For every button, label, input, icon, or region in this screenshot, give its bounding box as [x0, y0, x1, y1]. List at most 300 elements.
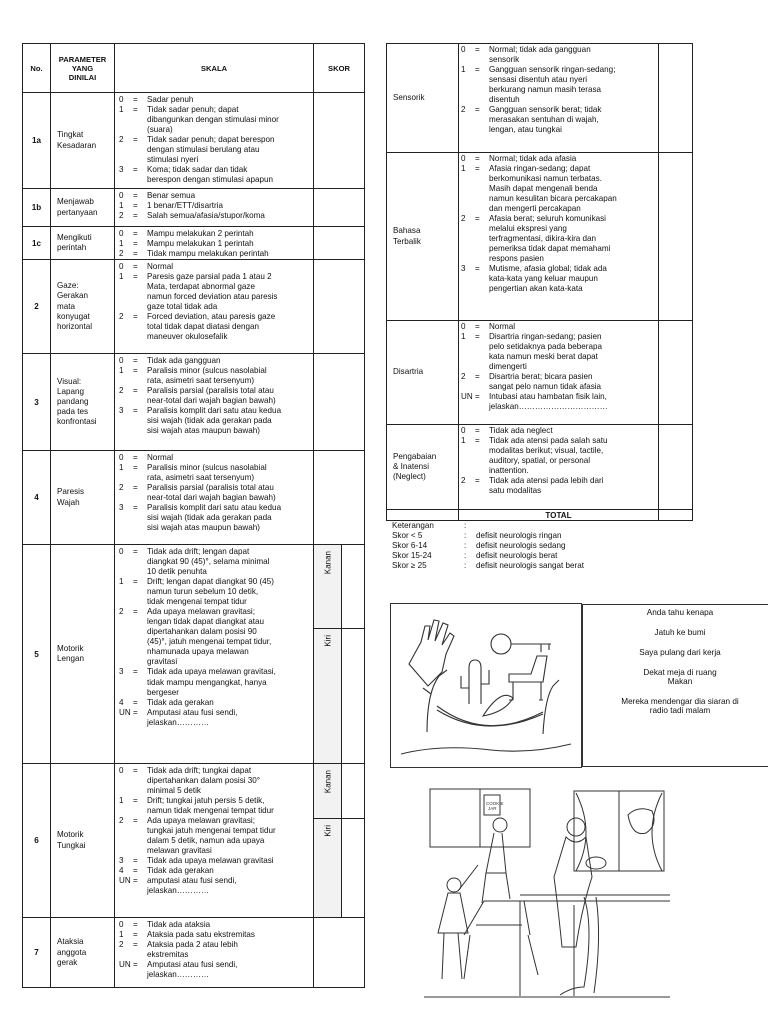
parameter-label: Mengikuti perintah: [51, 227, 115, 260]
scale-code: 1: [119, 463, 124, 473]
woman-figure: [567, 818, 585, 836]
scale-code: 2: [119, 312, 124, 322]
scale-option: [119, 386, 313, 406]
cookie-jar-label: COOKIE JAR: [486, 801, 504, 811]
equals-sign: =: [475, 322, 480, 331]
scale-description: Tidak ada drift; tungkai dapat dipertahankan dalam posisi 30° minimal 5 detik: [147, 766, 261, 796]
scale-option: [461, 332, 658, 372]
table-row: [387, 153, 693, 321]
scale-description: Paralisis minor (sulcus nasolabial rata, asimetri saat tersenyum): [147, 463, 267, 483]
scale-cell: [459, 321, 659, 425]
scale-code: 1: [461, 65, 466, 75]
row-number: 4: [23, 451, 51, 545]
scale-code: 2: [119, 135, 124, 145]
row-number: 1b: [23, 189, 51, 227]
equals-sign: =: [133, 272, 138, 282]
scale-code: 4: [119, 697, 124, 707]
scale-option: [119, 135, 313, 165]
scale-code: 0: [461, 426, 466, 435]
header-no: No.: [23, 44, 51, 93]
side-kiri: [314, 819, 341, 917]
side-label: Kiri: [323, 825, 332, 837]
scale-description: Mampu melakukan 1 perintah: [147, 239, 254, 249]
cookie-theft-picture: [424, 785, 670, 1000]
scale-code: 1: [119, 796, 124, 806]
scale-option: [119, 463, 313, 483]
scale-code: 0: [119, 191, 124, 200]
score-input-cell[interactable]: [314, 918, 365, 988]
equals-sign: =: [475, 426, 480, 435]
legend-row: Skor ≥ 25 : defisit neurologis sangat berat: [392, 561, 692, 571]
row-number: 5: [23, 545, 51, 764]
legend-row: Skor 15-24 : defisit neurologis berat: [392, 551, 692, 561]
scale-code: 2: [461, 105, 466, 115]
parameter-label: Tingkat Kesadaran: [51, 93, 115, 189]
scale-option: [119, 940, 313, 960]
legend-row: Skor 6-14 : defisit neurologis sedang: [392, 541, 692, 551]
table-row: [23, 354, 365, 451]
parameter-label: Motorik Lengan: [51, 545, 115, 764]
scale-code: 3: [119, 667, 124, 677]
reading-sentence: Mereka mendengar dia siaran di radio tadi malam: [621, 697, 739, 715]
scale-description: Tidak ada gerakan: [147, 866, 214, 876]
equals-sign: =: [133, 229, 138, 238]
scale-description: Tidak sadar penuh; dapat dibangunkan dengan stimulasi minor (suara): [147, 105, 279, 135]
equals-sign: =: [133, 856, 138, 866]
equals-sign: =: [133, 483, 138, 493]
scale-description: Koma; tidak sadar dan tidak berespon dengan stimulasi apapun: [147, 165, 273, 185]
legend-score: Skor < 5: [392, 531, 423, 541]
scale-code: 0: [119, 95, 124, 104]
scale-code: 3: [119, 406, 124, 416]
scale-description: Paralisis parsial (paralisis total atau near-total dari wajah bagian bawah): [147, 483, 276, 503]
scale-cell: [459, 425, 659, 510]
equals-sign: =: [133, 503, 138, 513]
scale-option: [119, 262, 313, 272]
scale-option: [119, 356, 313, 366]
score-input-cell[interactable]: [314, 227, 365, 260]
scale-code: 3: [461, 264, 466, 274]
parameter-label: Paresis Wajah: [51, 451, 115, 545]
scale-option: [119, 920, 313, 930]
scale-code: 1: [461, 164, 466, 174]
scale-option: [461, 476, 658, 496]
scale-option: [461, 372, 658, 392]
total-score-cell[interactable]: [659, 510, 693, 521]
table-row: [23, 260, 365, 354]
row-number: 6: [23, 764, 51, 918]
scale-description: amputasi atau fusi sendi, jelaskan…………: [147, 876, 237, 896]
scale-option: [119, 960, 313, 980]
equals-sign: =: [133, 930, 138, 940]
scale-cell: [459, 153, 659, 321]
scale-code: 2: [119, 386, 124, 396]
table-row: [23, 545, 365, 764]
parameter-label: Visual: Lapang pandang pada tes konfrontasi: [51, 354, 115, 451]
side-split-cell: [314, 545, 342, 764]
score-input-cell[interactable]: [314, 189, 365, 227]
equals-sign: =: [133, 766, 138, 776]
scale-option: [119, 406, 313, 436]
scale-description: Salah semua/afasia/stupor/koma: [147, 211, 265, 221]
nihss-table-left: [22, 43, 365, 988]
scale-code: 0: [119, 547, 124, 557]
scale-description: Drift; tungkai jatuh persis 5 detik, namun tidak mengenai tempat tidur: [147, 796, 274, 816]
scale-code: 0: [461, 154, 466, 163]
scale-option: [461, 436, 658, 476]
scale-option: [119, 667, 313, 697]
equals-sign: =: [133, 607, 138, 617]
scale-option: [119, 366, 313, 386]
reading-sentence: Dekat meja di ruang Makan: [643, 668, 717, 686]
scale-description: Intubasi atau hambatan fisik lain, jelaskan……………………………: [489, 392, 608, 412]
scale-description: Gangguan sensorik berat; tidak merasakan sentuhan di wajah, lengan, atau tungkai: [489, 105, 602, 135]
scale-option: [119, 201, 313, 211]
scale-code: 0: [461, 45, 466, 54]
equals-sign: =: [133, 940, 138, 950]
scale-option: [119, 698, 313, 708]
object-naming-picture: [390, 603, 582, 768]
equals-sign: =: [133, 211, 138, 221]
legend-row: Skor < 5 : defisit neurologis ringan: [392, 531, 692, 541]
side-kanan: [314, 764, 341, 819]
scale-description: Tidak ada gangguan: [147, 356, 221, 366]
parameter-label: Disartria: [387, 321, 459, 425]
equals-sign: =: [475, 372, 480, 382]
parameter-label: Sensorik: [387, 44, 459, 153]
scale-option: [119, 229, 313, 239]
table-row: [23, 451, 365, 545]
equals-sign: =: [133, 876, 138, 886]
score-input-cell[interactable]: [659, 425, 693, 510]
reading-sentence: Jatuh ke bumi: [654, 628, 706, 637]
scale-option: [119, 856, 313, 866]
scale-description: Disartria berat; bicara pasien sangat pelo namun tidak afasia: [489, 372, 602, 392]
score-input-cell[interactable]: [314, 451, 365, 545]
scale-option: [119, 249, 313, 259]
objects-illustration: [391, 604, 581, 767]
score-input-cell[interactable]: [314, 93, 365, 189]
scale-cell: [115, 545, 314, 764]
scale-code: 1: [461, 436, 466, 446]
equals-sign: =: [133, 796, 138, 806]
legend-score: Skor ≥ 25: [392, 561, 427, 571]
legend-score: Skor 6-14: [392, 541, 428, 551]
equals-sign: =: [133, 105, 138, 115]
score-input-cell[interactable]: [659, 44, 693, 153]
scale-option: [119, 816, 313, 856]
scale-description: Normal; tidak ada gangguan sensorik: [489, 45, 591, 65]
row-number: 1a: [23, 93, 51, 189]
table-row: [387, 425, 693, 510]
scale-option: [461, 426, 658, 436]
equals-sign: =: [133, 165, 138, 175]
parameter-label: Gaze: Gerakan mata konyugat horizontal: [51, 260, 115, 354]
scale-option: [119, 105, 313, 135]
scale-option: [119, 577, 313, 607]
scale-option: [461, 164, 658, 214]
equals-sign: =: [133, 95, 138, 104]
scale-code: 0: [119, 920, 124, 930]
scale-description: Tidak ada atensi pada salah satu modalitas berikut; visual, tactile, auditory, spatial, or personal inattention.: [489, 436, 608, 476]
scale-description: Paralisis komplit dari satu atau kedua sisi wajah (tidak ada gerakan pada sisi wajah atas maupun bawah): [147, 406, 282, 436]
scale-code: 2: [119, 249, 124, 259]
scale-code: 2: [461, 214, 466, 224]
scale-description: Normal: [147, 262, 174, 272]
legend-score: Skor 15-24: [392, 551, 432, 561]
scale-cell: [459, 44, 659, 153]
equals-sign: =: [133, 920, 138, 930]
score-input-cell[interactable]: [342, 545, 365, 764]
equals-sign: =: [133, 547, 138, 557]
equals-sign: =: [475, 45, 480, 54]
equals-sign: =: [133, 816, 138, 826]
side-kiri: [314, 629, 341, 763]
scale-description: Tidak ada gerakan: [147, 697, 214, 707]
equals-sign: =: [475, 154, 480, 163]
header-skor: SKOR: [314, 44, 365, 93]
scale-cell: [115, 918, 314, 988]
table-row: [387, 44, 693, 153]
parameter-label: Menjawab pertanyaan: [51, 189, 115, 227]
scale-description: Tidak ada drift; lengan dapat diangkat 90 (45)°, selama minimal 10 detik penuhta: [147, 547, 270, 577]
equals-sign: =: [475, 392, 480, 402]
equals-sign: =: [133, 201, 138, 211]
scale-cell: [115, 260, 314, 354]
scale-description: Ada upaya melawan gravitasi; lengan tidak dapat diangkat atau dipertahankan dalam posisi 90 (45)°, jatuh mengenai tempat tidur, nhamunada upaya melawan gravitasi: [147, 607, 272, 667]
scale-code: 0: [119, 356, 124, 366]
scale-description: Normal: [489, 322, 516, 331]
scale-description: Benar semua: [147, 191, 196, 200]
scale-option: [119, 312, 313, 342]
scale-cell: [115, 93, 314, 189]
scale-description: Disartria ringan-sedang; pasien pelo setidaknya pada beberapa kata namun meski berat dapat dimengerti: [489, 332, 602, 372]
equals-sign: =: [475, 164, 480, 174]
parameter-label: Motorik Tungkai: [51, 764, 115, 918]
scale-cell: [115, 354, 314, 451]
scale-code: 2: [119, 483, 124, 493]
scale-option: [119, 503, 313, 533]
scale-description: Gangguan sensorik ringan-sedang; sensasi disentuh atau nyeri berkurang namun masih terasa disentuh: [489, 65, 616, 105]
scale-code: 2: [119, 940, 124, 950]
scale-code: 2: [461, 476, 466, 486]
parameter-label: Pengabaian & Inatensi (Neglect): [387, 425, 459, 510]
boy-figure: [493, 818, 507, 832]
keterangan-legend: Keterangan : Skor < 5 : defisit neurologis ringan Skor 6-14 : defisit neurologis sedang Skor 15-24 : defisit neurologis berat Skor ≥ 25 : defisit neurologis sangat berat: [392, 521, 692, 572]
scale-option: [461, 392, 658, 412]
scale-option: [119, 796, 313, 816]
scale-code: 0: [119, 262, 124, 272]
scale-description: Paralisis parsial (paralisis total atau near-total dari wajah bagian bawah): [147, 386, 276, 406]
equals-sign: =: [133, 577, 138, 587]
scale-description: Tidak ada upaya melawan gravitasi, tidak mampu mengangkat, hanya bergeser: [147, 667, 276, 697]
scale-option: [119, 930, 313, 940]
table-row: [23, 93, 365, 189]
equals-sign: =: [133, 356, 138, 366]
scale-option: [461, 105, 658, 135]
scale-option: [461, 214, 658, 264]
glove-icon: [409, 620, 454, 686]
scale-option: [119, 483, 313, 503]
scale-option: [119, 607, 313, 667]
table-row: [23, 227, 365, 260]
scale-code: 1: [119, 366, 124, 376]
side-label: Kiri: [323, 635, 332, 647]
scale-description: Drift; lengan dapat diangkat 90 (45) namun turun sebelum 10 detik, tidak mengenai tempat tidur: [147, 577, 274, 607]
score-input-cell[interactable]: [659, 321, 693, 425]
legend-meaning: defisit neurologis berat: [476, 551, 558, 561]
scale-description: Sadar penuh: [147, 95, 194, 104]
scale-description: Tidak ada atensi pada lebih dari satu modalitas: [489, 476, 604, 496]
header-skala: SKALA: [115, 44, 314, 93]
equals-sign: =: [133, 667, 138, 677]
scale-option: [119, 766, 313, 796]
score-input-cell[interactable]: [342, 764, 365, 918]
scale-option: [461, 65, 658, 105]
scale-description: Ataksia pada satu ekstremitas: [147, 930, 255, 940]
scale-code: 2: [461, 372, 466, 382]
header-parameter: PARAMETER YANG DINILAI: [51, 44, 115, 93]
scale-description: Ada upaya melawan gravitasi; tungkai jatuh mengenai tempat tidur dalam 5 detik, namun ada upaya melawan gravitasi: [147, 816, 276, 856]
equals-sign: =: [475, 214, 480, 224]
equals-sign: =: [133, 262, 138, 272]
scale-option: [119, 708, 313, 728]
scale-cell: [115, 451, 314, 545]
equals-sign: =: [475, 65, 480, 75]
reading-sentence: Anda tahu kenapa: [646, 608, 714, 617]
equals-sign: =: [133, 406, 138, 416]
equals-sign: =: [133, 960, 138, 970]
legend-meaning: defisit neurologis sedang: [476, 541, 566, 551]
row-number: 7: [23, 918, 51, 988]
table-row: [387, 321, 693, 425]
scale-option: [119, 239, 313, 249]
scale-code: 1: [119, 272, 124, 282]
equals-sign: =: [133, 312, 138, 322]
scale-cell: [115, 227, 314, 260]
table-row: [23, 189, 365, 227]
scale-description: Afasia ringan-sedang; dapat berkomunikasi namun terbatas. Masih dapat mengenali benda namun kesulitan bicara percakapan dan mengerti percakapan: [489, 164, 617, 214]
parameter-label: Ataksia anggota gerak: [51, 918, 115, 988]
scale-code: UN: [119, 876, 131, 886]
equals-sign: =: [475, 436, 480, 446]
scale-cell: [115, 764, 314, 918]
total-label: TOTAL: [459, 510, 659, 521]
row-number: 3: [23, 354, 51, 451]
scale-description: Paralisis minor (sulcus nasolabial rata, asimetri saat tersenyum): [147, 366, 267, 386]
equals-sign: =: [133, 249, 138, 259]
scale-code: 1: [119, 930, 124, 940]
scale-option: [119, 272, 313, 312]
nihss-table-right: [386, 43, 693, 521]
scale-description: Mutisme, afasia global; tidak ada kata-kata yang keluar maupun pengertian akan kata-kata: [489, 264, 607, 294]
scale-code: UN: [119, 707, 131, 717]
equals-sign: =: [133, 463, 138, 473]
equals-sign: =: [475, 105, 480, 115]
table-row: [23, 764, 365, 918]
scale-code: 2: [119, 211, 124, 221]
scale-option: [119, 165, 313, 185]
scale-cell: [115, 189, 314, 227]
scale-code: 3: [119, 165, 124, 175]
keterangan-title: Keterangan: [392, 521, 434, 530]
equals-sign: =: [133, 135, 138, 145]
scale-description: Forced deviation, atau paresis gaze total tidak dapat diatasi dengan maneuver okulosefalik: [147, 312, 276, 342]
scale-code: 1: [461, 332, 466, 342]
scale-option: [461, 322, 658, 332]
equals-sign: =: [133, 453, 138, 463]
scale-code: 2: [119, 607, 124, 617]
scale-option: [461, 45, 658, 65]
scale-description: Tidak ada ataksia: [147, 920, 211, 930]
equals-sign: =: [133, 866, 138, 876]
scale-description: Normal: [147, 453, 174, 463]
equals-sign: =: [133, 191, 138, 200]
scale-description: Amputasi atau fusi sendi, jelaskan…………: [147, 707, 238, 727]
reading-sentences-box: [582, 604, 768, 767]
side-kanan: [314, 545, 341, 629]
table-row: [23, 918, 365, 988]
parameter-label: Bahasa Terbalik: [387, 153, 459, 321]
equals-sign: =: [475, 332, 480, 342]
equals-sign: =: [133, 386, 138, 396]
equals-sign: =: [133, 707, 138, 717]
scale-option: [119, 191, 313, 201]
side-label: Kanan: [323, 551, 332, 575]
scale-option: [119, 453, 313, 463]
scale-description: 1 benar/ETT/disartria: [147, 201, 224, 211]
scale-option: [119, 95, 313, 105]
score-input-cell[interactable]: [659, 153, 693, 321]
scale-option: [461, 154, 658, 164]
scale-description: Paresis gaze parsial pada 1 atau 2 Mata, terdapat abnormal gaze namun forced deviation atau paresis gaze total tidak ada: [147, 272, 278, 312]
side-split-cell: [314, 764, 342, 918]
scale-description: Tidak ada upaya melawan gravitasi: [147, 856, 274, 866]
cookie-theft-illustration: [424, 785, 670, 1000]
key-icon: [491, 634, 511, 654]
scale-description: Mampu melakukan 2 perintah: [147, 229, 254, 238]
legend-meaning: defisit neurologis ringan: [476, 531, 562, 541]
equals-sign: =: [133, 697, 138, 707]
scale-description: Tidak ada neglect: [489, 426, 553, 435]
scale-code: 0: [119, 229, 124, 238]
scale-code: 0: [461, 322, 466, 331]
scale-code: 4: [119, 866, 124, 876]
scale-option: [119, 876, 313, 896]
scale-code: 2: [119, 816, 124, 826]
equals-sign: =: [133, 239, 138, 249]
equals-sign: =: [133, 366, 138, 376]
score-input-cell[interactable]: [314, 354, 365, 451]
scale-description: Tidak mampu melakukan perintah: [147, 249, 269, 259]
side-label: Kanan: [323, 770, 332, 794]
scale-option: [119, 866, 313, 876]
row-number: 1c: [23, 227, 51, 260]
scale-code: UN: [461, 392, 473, 402]
scale-option: [461, 264, 658, 294]
scale-code: UN: [119, 960, 131, 970]
scale-option: [119, 547, 313, 577]
scale-description: Paralisis komplit dari satu atau kedua sisi wajah (tidak ada gerakan pada sisi wajah atas maupun bawah): [147, 503, 282, 533]
scale-code: 1: [119, 239, 124, 249]
scale-option: [119, 211, 313, 221]
scale-code: 1: [119, 577, 124, 587]
scale-code: 3: [119, 856, 124, 866]
scale-description: Tidak sadar penuh; dapat berespon dengan stimulasi berulang atau stimulasi nyeri: [147, 135, 275, 165]
stool-icon: [464, 901, 538, 979]
scale-description: Amputasi atau fusi sendi, jelaskan…………: [147, 960, 238, 980]
score-input-cell[interactable]: [314, 260, 365, 354]
